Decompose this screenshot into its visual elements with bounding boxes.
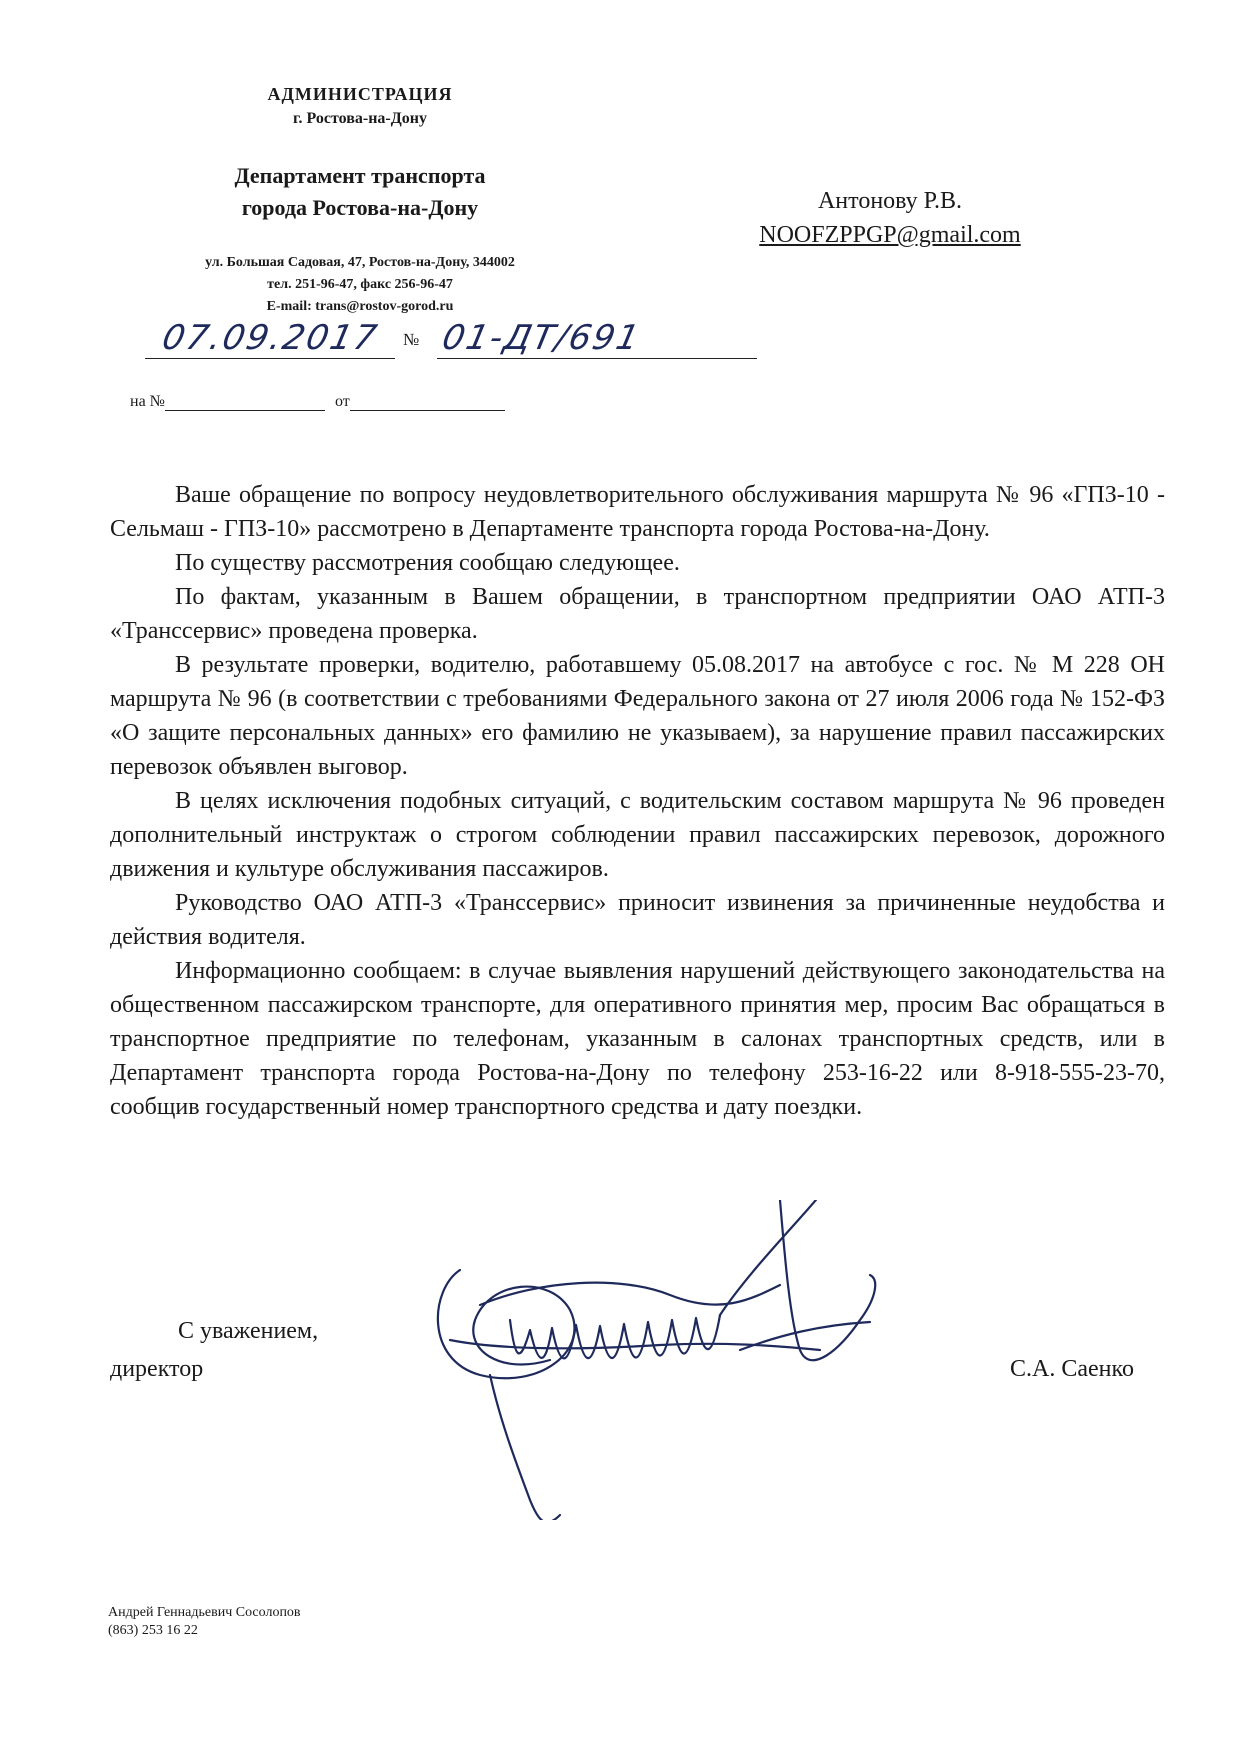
reply-to-label: на № (130, 393, 165, 410)
department-line-2: города Ростова-на-Дону (241, 195, 479, 220)
registration-number-field (437, 318, 757, 359)
registration-date-field (145, 318, 395, 359)
from-label: от (334, 393, 350, 410)
closing-position: директор (110, 1356, 204, 1382)
department-line-1: Департамент транспорта (234, 163, 486, 188)
registration-number-handwritten: 01-ДТ/691 (438, 318, 645, 358)
letterhead-email: E-mail: trans@rostov-gorod.ru (266, 299, 454, 314)
registration-number-label: № (403, 330, 420, 349)
body-paragraph: В целях исключения подобных ситуаций, с водительским составом маршрута № 96 проведен дополнительный инструктаж о строгом соблюдении правил пассажирских перевозок, дорожного движения и культуре обслуживания пассажиров. (110, 788, 1165, 882)
letter-body (110, 478, 1165, 1124)
executor-phone: (863) 253 16 22 (108, 1623, 198, 1638)
recipient-email: NOOFZPPGP@gmail.com (759, 222, 1021, 248)
reference-line (130, 392, 505, 411)
letterhead-address: ул. Большая Садовая, 47, Ростов-на-Дону, 344002 (205, 255, 515, 270)
body-paragraph: В результате проверки, водителю, работавшему 05.08.2017 на автобусе с гос. № М 228 ОН маршрута № 96 (в соответствии с требованиями Федерального закона от 27 июля 2006 года № 152-ФЗ «О защите персональных данных» его фамилию не указываем), за нарушение правил пассажирских перевозок объявлен выговор. (110, 652, 1165, 780)
recipient-name: Антонову Р.В. (817, 188, 963, 214)
body-paragraph: Ваше обращение по вопросу неудовлетворительного обслуживания маршрута № 96 «ГПЗ-10 - Сельмаш - ГПЗ-10» рассмотрено в Департаменте транспорта города Ростова-на-Дону. (110, 482, 1165, 542)
recipient-block (700, 184, 1080, 252)
letterhead-contacts (120, 252, 600, 318)
executor-name: Андрей Геннадьевич Сосолопов (108, 1605, 301, 1620)
closing-regards: С уважением, (178, 1318, 319, 1344)
signer-name: С.А. Саенко (1010, 1356, 1134, 1382)
handwritten-signature (420, 1200, 940, 1520)
body-paragraph: Информационно сообщаем: в случае выявления нарушений действующего законодательства на общественном пассажирском транспорте, для оперативного принятия мер, просим Вас обращаться в транспортное предприятие по телефонам, указанным в салонах транспортных средств, или в Департамент транспорта города Ростова-на-Дону по телефону 253-16-22 или 8-918-555-23-70, сообщив государственный номер транспортного средства и дату поездки. (110, 958, 1165, 1120)
body-paragraph: По существу рассмотрения сообщаю следующее. (175, 550, 680, 576)
body-paragraph: По фактам, указанным в Вашем обращении, в транспортном предприятии ОАО АТП-3 «Транссервис» проведена проверка. (110, 584, 1165, 644)
letterhead-city: г. Ростова-на-Дону (293, 110, 427, 127)
registration-date-handwritten: 07.09.2017 (158, 318, 382, 358)
executor-info (108, 1604, 301, 1640)
from-date-blank (350, 392, 505, 411)
body-paragraph: Руководство ОАО АТП-3 «Транссервис» приносит извинения за причиненные неудобства и действия водителя. (110, 890, 1165, 950)
letterhead-department (130, 160, 590, 224)
reply-to-number-blank (165, 392, 325, 411)
letterhead-phones: тел. 251-96-47, факс 256-96-47 (267, 277, 453, 292)
letterhead-organization: АДМИНИСТРАЦИЯ (267, 84, 453, 104)
